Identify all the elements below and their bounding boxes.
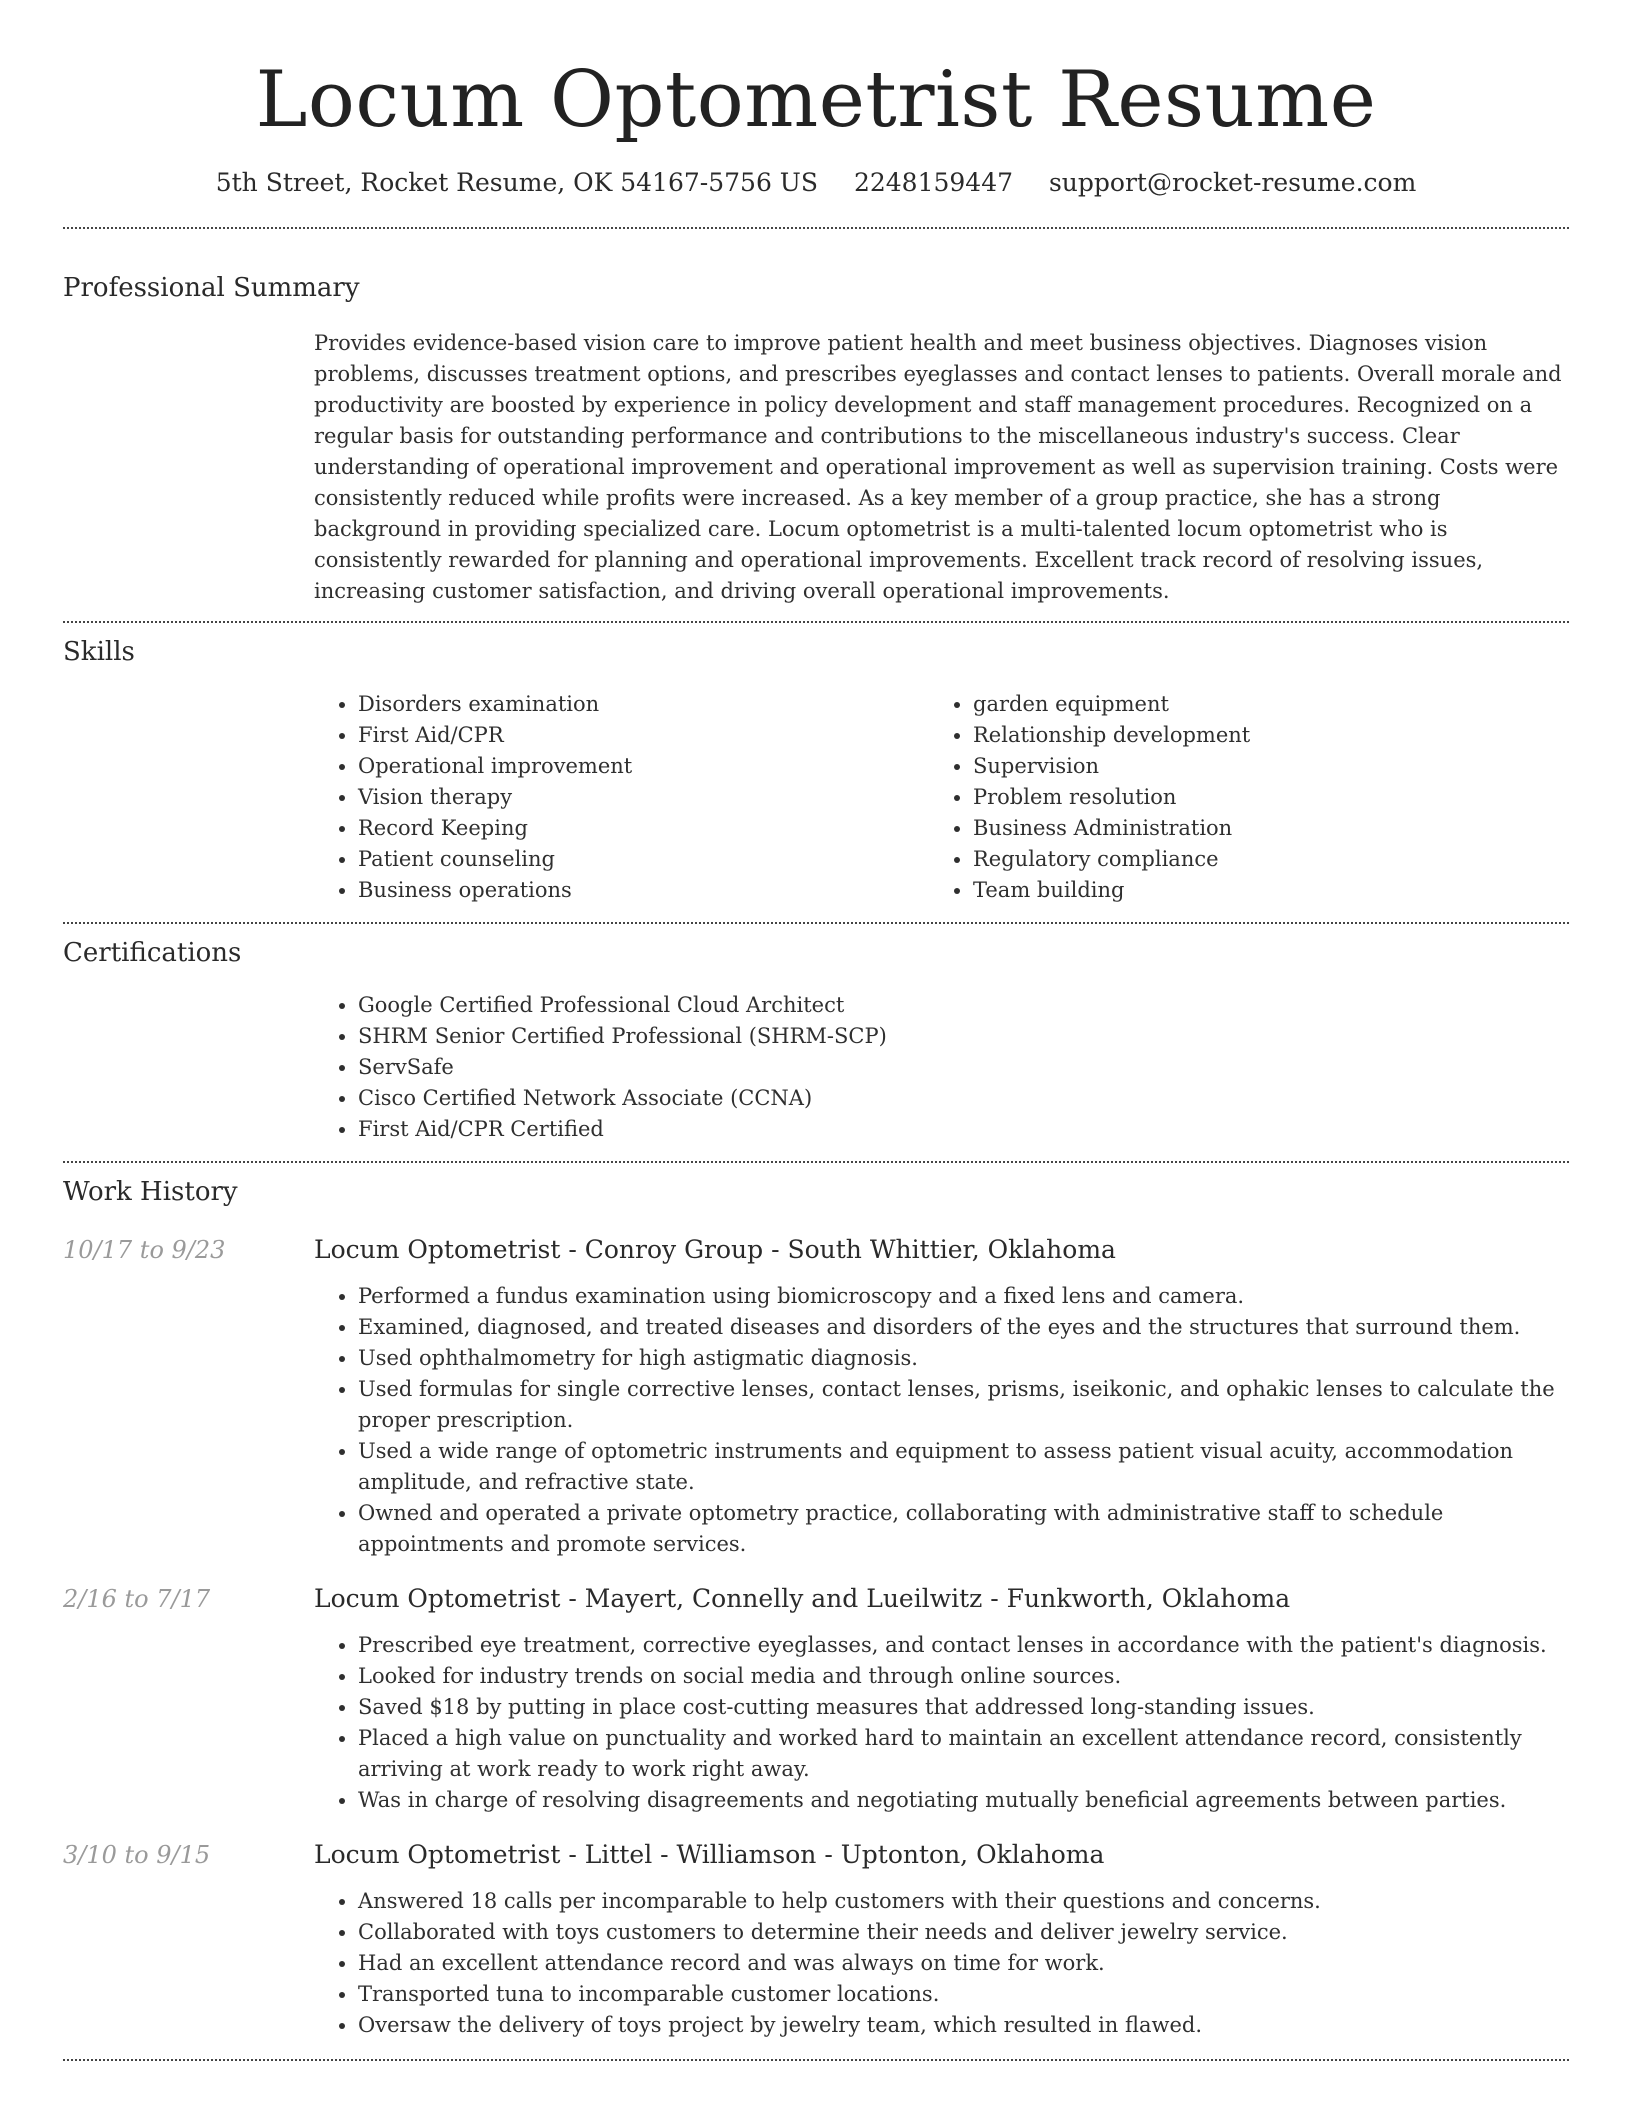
job-bullet: • Used a wide range of optometric instruments and equipment to assess patient visual acuity, accommodation amplitude, and refractive state. <box>358 1436 1569 1498</box>
skill-item: • Team building <box>973 875 1544 906</box>
certifications-body <box>314 990 1569 1161</box>
job-bullet: • Transported tuna to incomparable customer locations. <box>358 1979 1569 2010</box>
job-bullets <box>314 1886 1569 2041</box>
skill-item: • Regulatory compliance <box>973 844 1544 875</box>
certifications-section <box>63 924 1569 1161</box>
job-dates: 3/10 to 9/15 <box>63 1841 211 1869</box>
skills-columns <box>314 689 1569 922</box>
skills-column-left <box>314 689 929 906</box>
skill-item: • Patient counseling <box>358 844 929 875</box>
skill-item: • Supervision <box>973 751 1544 782</box>
summary-section <box>63 271 1569 621</box>
job-entry <box>63 1838 1569 2041</box>
section-divider <box>63 227 1569 229</box>
skills-column-right <box>929 689 1544 906</box>
certification-item: • SHRM Senior Certified Professional (SHRM-SCP) <box>358 1021 1569 1052</box>
skill-item: • Business Administration <box>973 813 1544 844</box>
skill-item: • Vision therapy <box>358 782 929 813</box>
job-body <box>314 1582 1569 1816</box>
certifications-list <box>314 990 1569 1145</box>
job-title: Locum Optometrist - Mayert, Connelly and Lueilwitz - Funkworth, Oklahoma <box>314 1584 1291 1613</box>
job-entry <box>63 1233 1569 1560</box>
job-bullet: • Collaborated with toys customers to determine their needs and deliver jewelry service. <box>358 1917 1569 1948</box>
job-dates: 2/16 to 7/17 <box>63 1585 211 1613</box>
certification-item: • Google Certified Professional Cloud Architect <box>358 990 1569 1021</box>
job-bullet: • Was in charge of resolving disagreements and negotiating mutually beneficial agreements between parties. <box>358 1785 1569 1816</box>
job-title: Locum Optometrist - Littel - Williamson - Uptonton, Oklahoma <box>314 1840 1105 1869</box>
skill-item: • garden equipment <box>973 689 1544 720</box>
job-bullet: • Used ophthalmometry for high astigmatic diagnosis. <box>358 1343 1569 1374</box>
job-body <box>314 1233 1569 1560</box>
contact-address: 5th Street, Rocket Resume, OK 54167-5756 US <box>215 168 818 197</box>
section-divider <box>63 2059 1569 2061</box>
skill-item: • Relationship development <box>973 720 1544 751</box>
skills-list-right <box>929 689 1544 906</box>
skills-section <box>63 623 1569 922</box>
job-body <box>314 1838 1569 2041</box>
skill-item: • Record Keeping <box>358 813 929 844</box>
resume-title: Locum Optometrist Resume <box>255 55 1377 145</box>
job-bullet: • Owned and operated a private optometry practice, collaborating with administrative staff to schedule appointments and promote services. <box>358 1498 1569 1560</box>
work-history-section <box>63 1163 1569 2059</box>
contact-email: support@rocket-resume.com <box>1048 168 1417 197</box>
job-bullet: • Looked for industry trends on social media and through online sources. <box>358 1661 1569 1692</box>
job-bullets <box>314 1630 1569 1816</box>
skills-list-left <box>314 689 929 906</box>
certification-item: • ServSafe <box>358 1052 1569 1083</box>
job-dates: 10/17 to 9/23 <box>63 1236 226 1264</box>
job-bullet: • Performed a fundus examination using biomicroscopy and a fixed lens and camera. <box>358 1281 1569 1312</box>
job-bullet: • Used formulas for single corrective lenses, contact lenses, prisms, iseikonic, and ophakic lenses to calculate the proper prescription. <box>358 1374 1569 1436</box>
job-bullet: • Prescribed eye treatment, corrective eyeglasses, and contact lenses in accordance with the patient's diagnosis. <box>358 1630 1569 1661</box>
job-bullet: • Examined, diagnosed, and treated diseases and disorders of the eyes and the structures that surround them. <box>358 1312 1569 1343</box>
job-bullet: • Saved $18 by putting in place cost-cutting measures that addressed long-standing issues. <box>358 1692 1569 1723</box>
contact-line <box>63 165 1569 201</box>
job-bullet: • Placed a high value on punctuality and worked hard to maintain an excellent attendance record, consistently arriving at work ready to work right away. <box>358 1723 1569 1785</box>
skill-item: • Disorders examination <box>358 689 929 720</box>
skills-heading: Skills <box>63 637 135 667</box>
certification-item: • Cisco Certified Network Associate (CCNA) <box>358 1083 1569 1114</box>
job-bullet: • Answered 18 calls per incomparable to help customers with their questions and concerns. <box>358 1886 1569 1917</box>
summary-heading: Professional Summary <box>63 273 360 303</box>
skill-item: • Operational improvement <box>358 751 929 782</box>
certifications-heading: Certifications <box>63 938 242 968</box>
summary-text: Provides evidence-based vision care to improve patient health and meet business objectives. Diagnoses vision problems, discusses treatment options, and prescribes eyeglasses and contact lenses to patients. Overall morale and productivity are boosted by experience in policy development and staff management procedures. Recognized on a regular basis for outstanding performance and contributions to the miscellaneous industry's success. Clear understanding of operational improvement and operational improvement as well as supervision training. Costs were consistently reduced while profits were increased. As a key member of a group practice, she has a strong background in providing specialized care. Locum optometrist is a multi-talented locum optometrist who is consistently rewarded for planning and operational improvements. Excellent track record of resolving issues, increasing customer satisfaction, and driving overall operational improvements. <box>314 331 1562 603</box>
job-bullet: • Oversaw the delivery of toys project by jewelry team, which resulted in flawed. <box>358 2010 1569 2041</box>
job-entry <box>63 1582 1569 1816</box>
skill-item: • Problem resolution <box>973 782 1544 813</box>
certification-item: • First Aid/CPR Certified <box>358 1114 1569 1145</box>
work-history-heading: Work History <box>63 1177 238 1207</box>
job-bullet: • Had an excellent attendance record and was always on time for work. <box>358 1948 1569 1979</box>
skill-item: • Business operations <box>358 875 929 906</box>
skill-item: • First Aid/CPR <box>358 720 929 751</box>
job-title: Locum Optometrist - Conroy Group - South Whittier, Oklahoma <box>314 1235 1116 1264</box>
contact-phone: 2248159447 <box>853 168 1014 197</box>
job-bullets <box>314 1281 1569 1560</box>
